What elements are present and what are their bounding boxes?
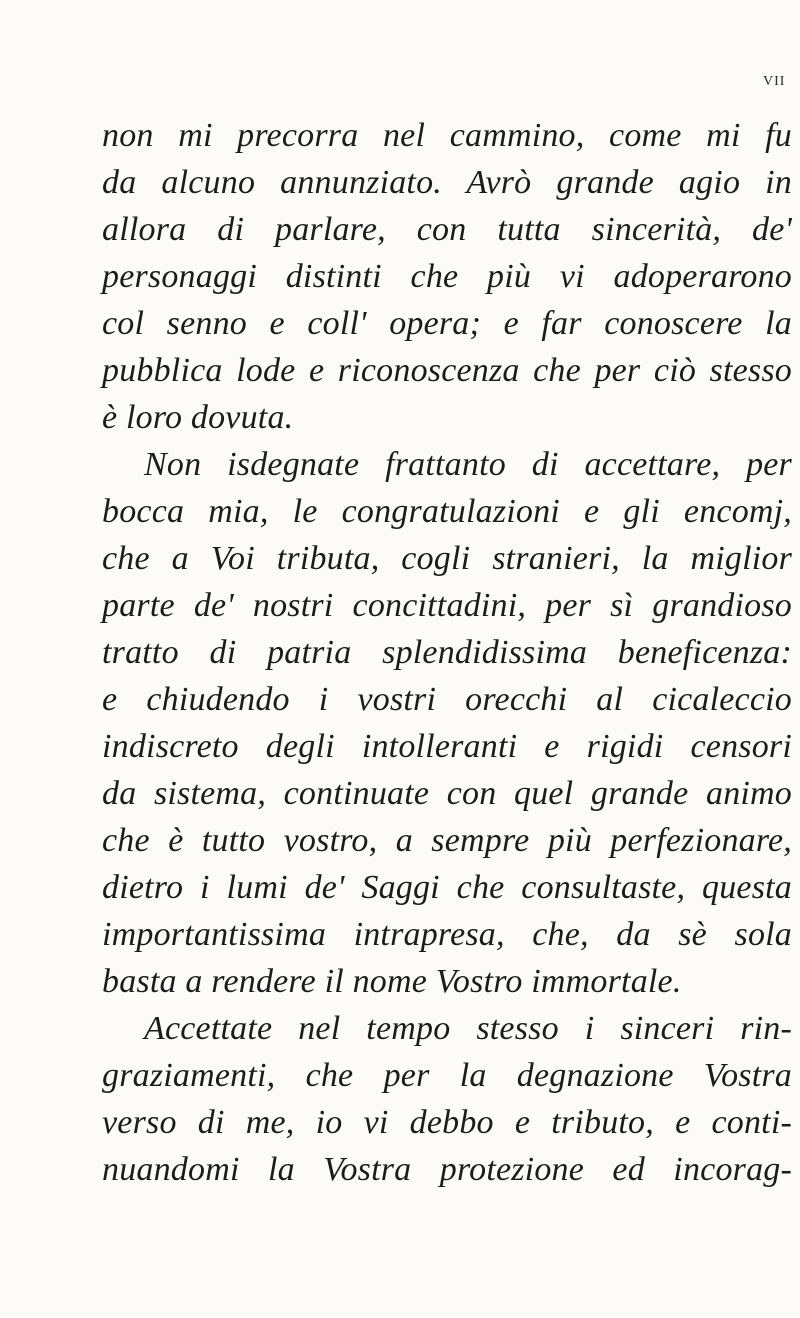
- text-line: da alcuno annunziato. Avrò grande agio in: [102, 164, 792, 201]
- paragraph-start-line: Accettate nel tempo stesso i sinceri rin-: [144, 1010, 792, 1047]
- text-line: tratto di patria splendidissima beneficenza:: [102, 634, 792, 671]
- text-line: che a Voi tributa, cogli stranieri, la miglior: [102, 540, 792, 577]
- text-line: allora di parlare, con tutta sincerità, de': [102, 211, 792, 248]
- text-line: non mi precorra nel cammino, come mi fu: [102, 117, 792, 154]
- text-line: e chiudendo i vostri orecchi al cicaleccio: [102, 681, 792, 718]
- text-line: pubblica lode e riconoscenza che per ciò stesso: [102, 352, 792, 389]
- text-line: basta a rendere il nome Vostro immortale.: [102, 963, 682, 1000]
- text-line: parte de' nostri concittadini, per sì grandioso: [102, 587, 792, 624]
- text-line: col senno e coll' opera; e far conoscere la: [102, 305, 792, 342]
- text-line: che è tutto vostro, a sempre più perfezionare,: [102, 822, 792, 859]
- text-line: indiscreto degli intolleranti e rigidi censori: [102, 728, 792, 765]
- paragraph-start-line: Non isdegnate frattanto di accettare, per: [144, 446, 792, 483]
- text-line: importantissima intrapresa, che, da sè sola: [102, 916, 792, 953]
- text-line: dietro i lumi de' Saggi che consultaste, questa: [102, 869, 792, 906]
- text-line: verso di me, io vi debbo e tributo, e conti-: [102, 1104, 792, 1141]
- text-line: graziamenti, che per la degnazione Vostra: [102, 1057, 792, 1094]
- page-number: VII: [763, 74, 786, 89]
- text-line: bocca mia, le congratulazioni e gli encomj,: [102, 493, 792, 530]
- text-line: da sistema, continuate con quel grande animo: [102, 775, 792, 812]
- text-line: è loro dovuta.: [102, 399, 294, 436]
- text-line: personaggi distinti che più vi adoperarono: [102, 258, 792, 295]
- text-line: nuandomi la Vostra protezione ed incorag-: [102, 1151, 792, 1188]
- body-text: [102, 112, 792, 1193]
